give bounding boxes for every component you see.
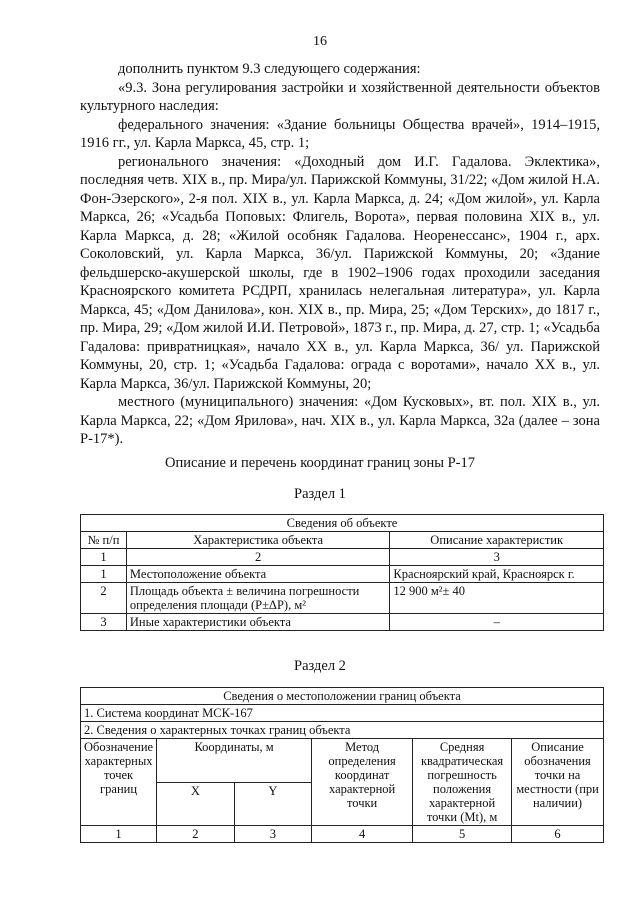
col-index: 6 bbox=[512, 826, 604, 843]
col-header-marking: Описание обозначения точки на местности (при наличии) bbox=[512, 739, 604, 826]
federal-paragraph: федерального значения: «Здание больницы Общества врачей», 1914–1915, 1916 гг., ул. Карла Маркса, 45, стр. 1; bbox=[80, 116, 600, 151]
col-index: 1 bbox=[81, 549, 127, 566]
table-row bbox=[81, 583, 604, 614]
clause-paragraph: «9.3. Зона регулирования застройки и хозяйственной деятельности объектов культурного наследия: bbox=[80, 79, 600, 114]
row-number: 3 bbox=[81, 614, 127, 631]
table-row bbox=[81, 614, 604, 631]
boundary-info-table bbox=[80, 687, 604, 843]
page-number: 16 bbox=[313, 34, 327, 49]
col-header-characteristic: Характеристика объекта bbox=[126, 532, 389, 549]
row-characteristic: Местоположение объекта bbox=[126, 566, 389, 583]
row-number: 1 bbox=[81, 566, 127, 583]
points-caption: 2. Сведения о характерных точках границ объекта bbox=[81, 722, 604, 739]
regional-paragraph: регионального значения: «Доходный дом И.Г. Гадалова. Эклектика», последняя четв. XIX в., пр. Мира/ул. Парижской Коммуны, 31/22; «Дом жилой Н.А. Фон-Эзерского», 2-я пол. XIX в., ул. Карла Маркса, д. 24; «Дом жилой», ул. Карла Маркса, 26; «Усадьба Поповых: Флигель, Ворота», первая половина XIX в., ул. Карла Маркса, д. 28; «Жилой особняк Гадалова. Неоренессанс», 1904 г., арх. Соколовский, ул. Карла Маркса, 36/ул. Парижской Коммуны, 20; «Здание фельдшерско-акушерской школы, где в 1902–1906 годах проходили заседания Красноярского комитета РСДРП, хранилась нелегальная литература», ул. Карла Маркса, 45; «Дом Данилова», кон. XIX в., пр. Мира, 25; «Дом Терских», до 1817 г., пр. Мира, 29; «Дом жилой И.И. Петровой», 1873 г., пр. Мира, д. 27, стр. 1; «Усадьба Гадалова: привратницкая», начало XX в., ул. Карла Маркса, 36/ ул. Парижской Коммуны, 20, стр. 1; «Усадьба Гадалова: ограда с воротами», начало XX в., ул. Карла Маркса, 36/ул. Парижской Коммуны, 20; bbox=[80, 153, 600, 392]
object-info-table bbox=[80, 514, 604, 631]
col-index: 1 bbox=[81, 826, 157, 843]
row-number: 2 bbox=[81, 583, 127, 614]
row-description: – bbox=[390, 614, 604, 631]
col-index: 2 bbox=[157, 826, 235, 843]
col-header-error: Средняя квадратическая погрешность положения характерной точки (Mt), м bbox=[413, 739, 512, 826]
col-header-no: № п/п bbox=[81, 532, 127, 549]
col-index: 3 bbox=[234, 826, 312, 843]
document-heading: Описание и перечень координат границ зоны Р-17 bbox=[165, 455, 475, 471]
col-index: 5 bbox=[413, 826, 512, 843]
col-header-point-name: Обозначение характерных точек границ bbox=[81, 739, 157, 826]
col-index: 4 bbox=[312, 826, 413, 843]
row-characteristic: Иные характеристики объекта bbox=[126, 614, 389, 631]
body-text bbox=[80, 60, 600, 449]
section2-title: Раздел 2 bbox=[294, 658, 346, 674]
object-info-caption: Сведения об объекте bbox=[81, 515, 604, 532]
table-row bbox=[81, 566, 604, 583]
col-header-method: Метод определения координат характерной точки bbox=[312, 739, 413, 826]
col-header-x: X bbox=[157, 782, 235, 826]
section1-title: Раздел 1 bbox=[294, 486, 346, 502]
row-description: 12 900 м²± 40 bbox=[390, 583, 604, 614]
local-paragraph: местного (муниципального) значения: «Дом Кусковых», вт. пол. XIX в., ул. Карла Маркса, 22; «Дом Ярилова», нач. XIX в., ул. Карла Маркса, 32а (далее – зона Р-17*). bbox=[80, 394, 600, 447]
col-index: 3 bbox=[390, 549, 604, 566]
col-header-y: Y bbox=[234, 782, 312, 826]
col-header-coordinates: Координаты, м bbox=[157, 739, 312, 783]
row-description: Красноярский край, Красноярск г. bbox=[390, 566, 604, 583]
col-header-description: Описание характеристик bbox=[390, 532, 604, 549]
row-characteristic: Площадь объекта ± величина погрешности определения площади (Р±ΔР), м² bbox=[126, 583, 389, 614]
coordinate-system: 1. Система координат МСК-167 bbox=[81, 705, 604, 722]
lead-paragraph: дополнить пунктом 9.3 следующего содержания: bbox=[118, 61, 421, 77]
col-index: 2 bbox=[126, 549, 389, 566]
boundary-info-caption: Сведения о местоположении границ объекта bbox=[81, 688, 604, 705]
